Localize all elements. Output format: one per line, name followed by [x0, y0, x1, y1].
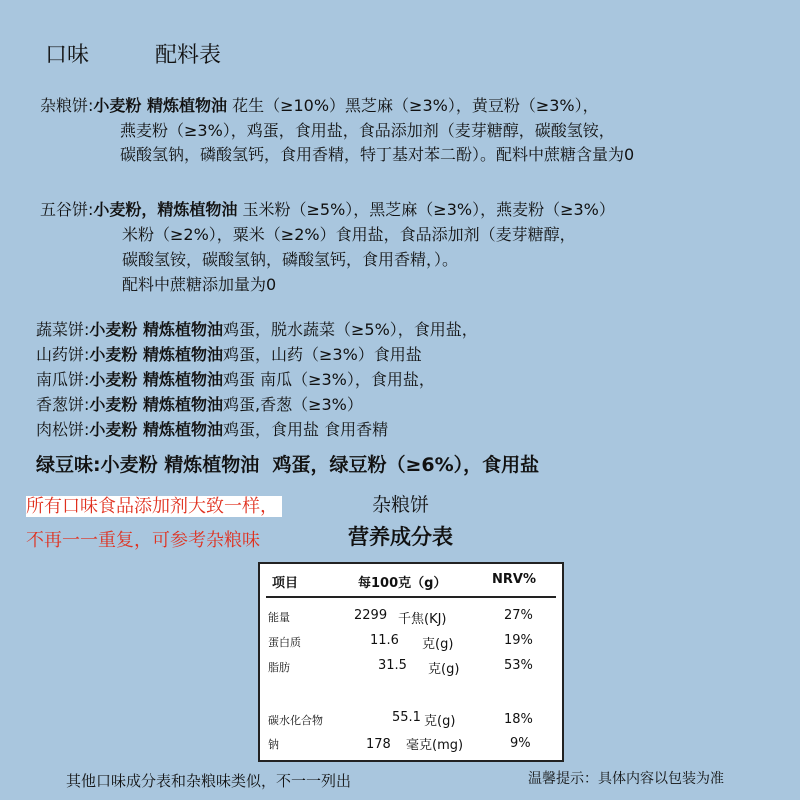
zaliang-line-2: 燕麦粉（≥3%），鸡蛋，食用盐，食品添加剂（麦芽糖醇，碳酸氢铵， — [120, 121, 615, 140]
flavor-main: 小麦粉 精炼植物油 — [89, 345, 223, 364]
row-sodium-nrv: 9% — [510, 736, 531, 751]
row-energy-item: 能量 — [268, 611, 290, 624]
row-sodium-item: 钠 — [268, 738, 279, 751]
row-fat-item: 脂肪 — [268, 661, 290, 674]
flavor-rest: 鸡蛋，脱水蔬菜（≥5%），食用盐， — [222, 320, 478, 339]
row-sodium-amount: 178 — [366, 737, 391, 752]
flavor-row-scallion — [36, 393, 363, 417]
flavor-main: 小麦粉 精炼植物油 — [89, 420, 223, 439]
flavor-rest: 鸡蛋，食用盐 食用香精 — [222, 420, 389, 439]
flavor-rest: 鸡蛋，山药（≥3%）食用盐 — [222, 345, 422, 364]
row-fat-unit: 克(g) — [428, 662, 460, 677]
flavor-label: 南瓜饼: — [36, 370, 90, 389]
wugu-line-3: 碳酸氢铵，碳酸氢钠，磷酸氢钙，食用香精，）。 — [122, 250, 459, 269]
wugu-rest: 玉米粉（≥5%），黑芝麻（≥3%），燕麦粉（≥3%） — [237, 200, 615, 219]
row-energy-nrv: 27% — [504, 608, 533, 623]
header-divider — [266, 596, 556, 598]
row-fat-nrv: 53% — [504, 658, 533, 673]
flavor-heading: 口味 — [45, 43, 90, 68]
flavor-main: 小麦粉 精炼植物油 — [89, 395, 223, 414]
flavor-label: 香葱饼: — [36, 395, 90, 414]
row-protein-amount: 11.6 — [370, 633, 399, 648]
header-item: 项目 — [272, 576, 299, 591]
nutrition-title: 营养成分表 — [348, 525, 453, 549]
flavor-rest: 鸡蛋 南瓜（≥3%），食用盐， — [222, 370, 435, 389]
zaliang-rest: 花生（≥10%）黑芝麻（≥3%），黄豆粉（≥3%）， — [226, 96, 599, 115]
flavor-label: 山药饼: — [36, 345, 90, 364]
flavor-row-vegetable — [36, 318, 478, 342]
flavor-row-mung-bean — [36, 450, 539, 477]
row-protein-nrv: 19% — [504, 633, 533, 648]
footer-note-right: 温馨提示：具体内容以包装为准 — [528, 771, 724, 787]
row-fat-amount: 31.5 — [378, 658, 407, 673]
wugu-line-2: 米粉（≥2%），粟米（≥2%）食用盐，食品添加剂（麦芽糖醇， — [122, 225, 576, 244]
flavor-row-pumpkin — [36, 368, 435, 392]
row-carbs-nrv: 18% — [504, 712, 533, 727]
notice-line-2: 不再一一重复，可参考杂粮味 — [26, 530, 260, 551]
flavor-label: 肉松饼: — [36, 420, 90, 439]
zaliang-line-1 — [40, 94, 599, 118]
nutrition-caption: 杂粮饼 — [372, 494, 430, 516]
wugu-line-1 — [40, 198, 615, 222]
row-carbs-unit: 克(g) — [424, 714, 456, 729]
row-protein-item: 蛋白质 — [268, 636, 301, 649]
zaliang-label: 杂粮饼: — [40, 96, 94, 115]
notice-highlight: 所有口味食品添加剂大致一样， — [26, 496, 282, 517]
row-protein-unit: 克(g) — [422, 637, 454, 652]
zaliang-line-3: 碳酸氢钠，磷酸氢钙，食用香精，特丁基对苯二酚）。配料中蔗糖含量为0 — [120, 145, 635, 164]
flavor-main: 小麦粉 精炼植物油 — [89, 370, 223, 389]
flavor-label: 绿豆味: — [36, 454, 101, 476]
row-sodium-unit: 毫克(mg) — [406, 738, 464, 753]
flavor-main: 小麦粉 精炼植物油 — [89, 320, 223, 339]
row-energy-unit: 千焦(KJ) — [398, 612, 447, 627]
row-energy-amount: 2299 — [354, 608, 388, 623]
wugu-main: 小麦粉，精炼植物油 — [93, 200, 238, 219]
footer-note-left: 其他口味成分表和杂粮味类似，不一一列出 — [66, 772, 352, 790]
nutrition-table — [258, 562, 564, 762]
flavor-rest: 鸡蛋，绿豆粉（≥6%），食用盐 — [272, 454, 540, 476]
flavor-main: 小麦粉 精炼植物油 — [100, 454, 260, 476]
header-per-100g: 每100克（g） — [358, 576, 447, 591]
notice-line-1 — [26, 492, 282, 518]
wugu-label: 五谷饼: — [40, 200, 94, 219]
flavor-rest: 鸡蛋,香葱（≥3%） — [222, 395, 363, 414]
flavor-label: 蔬菜饼: — [36, 320, 90, 339]
row-carbs-amount: 55.1 — [392, 710, 421, 725]
flavor-row-yam — [36, 343, 422, 367]
row-carbs-item: 碳水化合物 — [268, 714, 323, 727]
zaliang-main: 小麦粉 精炼植物油 — [93, 96, 227, 115]
wugu-line-4: 配料中蔗糖添加量为0 — [122, 275, 277, 294]
header-nrv: NRV% — [492, 572, 536, 587]
ingredients-heading: 配料表 — [155, 43, 222, 68]
flavor-row-pork-floss — [36, 418, 388, 442]
